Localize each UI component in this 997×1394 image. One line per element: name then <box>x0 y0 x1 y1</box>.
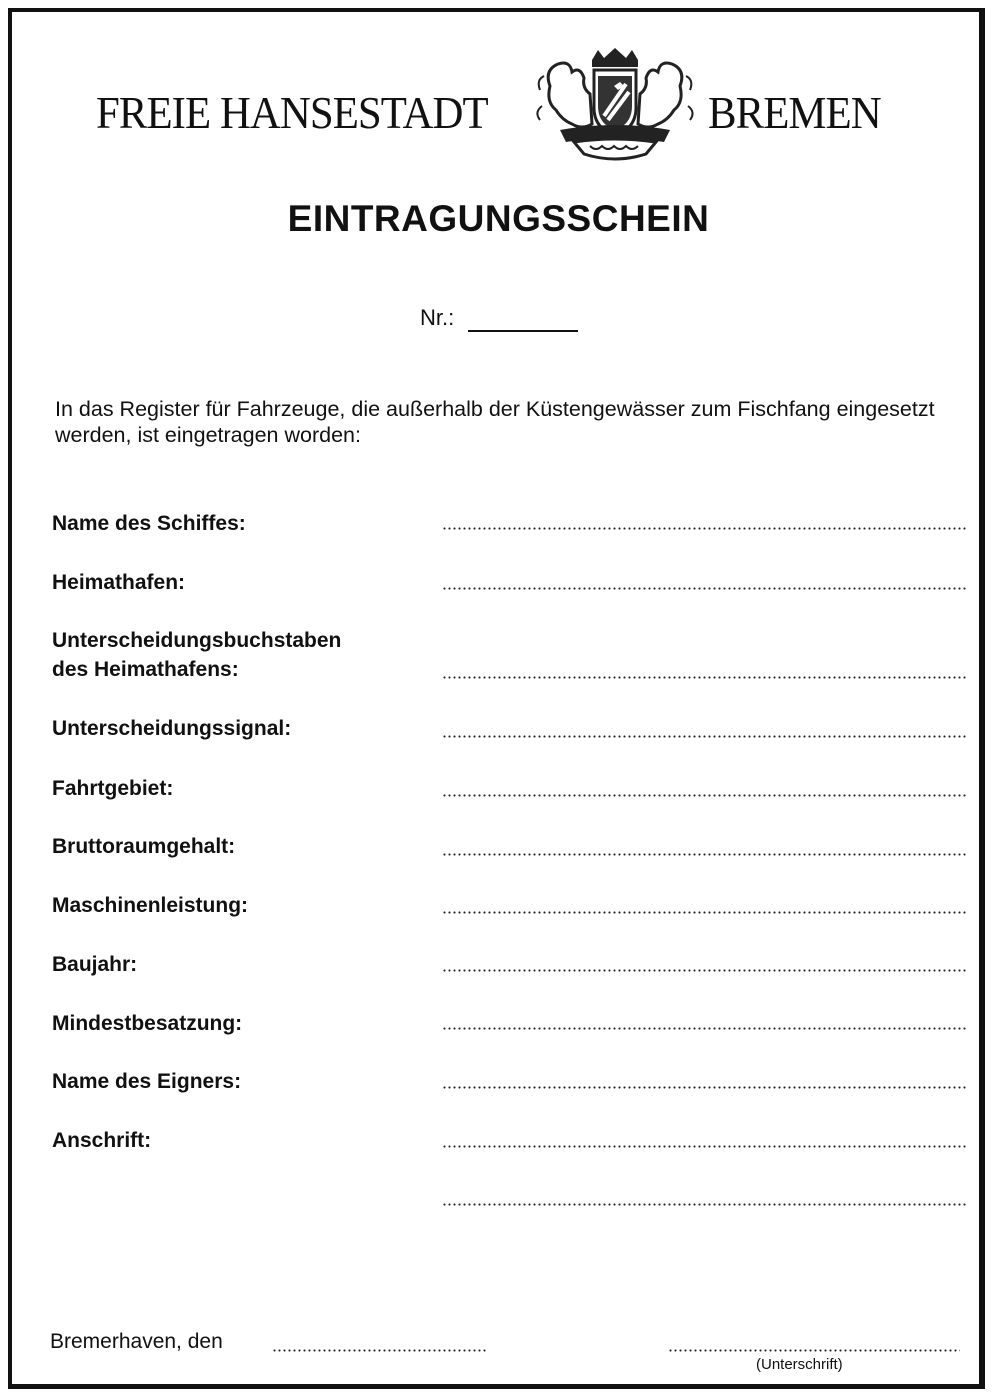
field-label-engine-power: Maschinenleistung: <box>52 894 249 917</box>
field-line-navigation-area[interactable] <box>442 794 966 797</box>
header-left-text: FREIE HANSESTADT <box>96 87 488 138</box>
field-line-engine-power[interactable] <box>442 911 966 914</box>
field-line-minimum-crew[interactable] <box>442 1027 966 1030</box>
field-line-ship-name[interactable] <box>442 527 966 530</box>
document-title: EINTRAGUNGSSCHEIN <box>287 198 710 239</box>
field-label-home-port: Heimathafen: <box>52 571 186 594</box>
field-line-gross-tonnage[interactable] <box>442 853 966 856</box>
field-line-call-sign[interactable] <box>442 735 966 738</box>
field-line-home-port[interactable] <box>442 587 966 590</box>
field-line-owner-name[interactable] <box>442 1086 966 1089</box>
signature-caption: (Unterschrift) <box>756 1356 843 1373</box>
intro-text: In das Register für Fahrzeuge, die außerhalb der Küstengewässer zum Fischfang eingesetzt werden, ist eingetragen worden: <box>55 397 935 447</box>
signature-field[interactable] <box>668 1349 960 1352</box>
field-label-address: Anschrift: <box>52 1129 152 1152</box>
field-label-owner-name: Name des Eigners: <box>52 1070 242 1093</box>
field-label-navigation-area: Fahrtgebiet: <box>52 777 174 800</box>
date-field[interactable] <box>272 1349 486 1352</box>
field-label-gross-tonnage: Bruttoraumgehalt: <box>52 835 236 858</box>
field-label-call-sign: Unterscheidungssignal: <box>52 717 292 740</box>
header-right-text: BREMEN <box>708 87 881 138</box>
field-line-address-1[interactable] <box>442 1145 966 1148</box>
number-field[interactable] <box>468 330 578 332</box>
field-label-ship-name: Name des Schiffes: <box>52 512 246 535</box>
field-label-minimum-crew: Mindestbesatzung: <box>52 1012 243 1035</box>
number-label: Nr.: <box>420 305 455 330</box>
field-label-port-letters-line2: des Heimathafens: <box>52 658 239 681</box>
bremen-coat-of-arms-icon <box>534 46 696 162</box>
field-line-build-year[interactable] <box>442 969 966 972</box>
field-line-port-letters[interactable] <box>442 676 966 679</box>
field-label-build-year: Baujahr: <box>52 953 138 976</box>
field-line-address-2[interactable] <box>442 1203 966 1206</box>
place-date-label: Bremerhaven, den <box>50 1330 223 1353</box>
field-label-port-letters-line1: Unterscheidungsbuchstaben <box>52 629 342 652</box>
